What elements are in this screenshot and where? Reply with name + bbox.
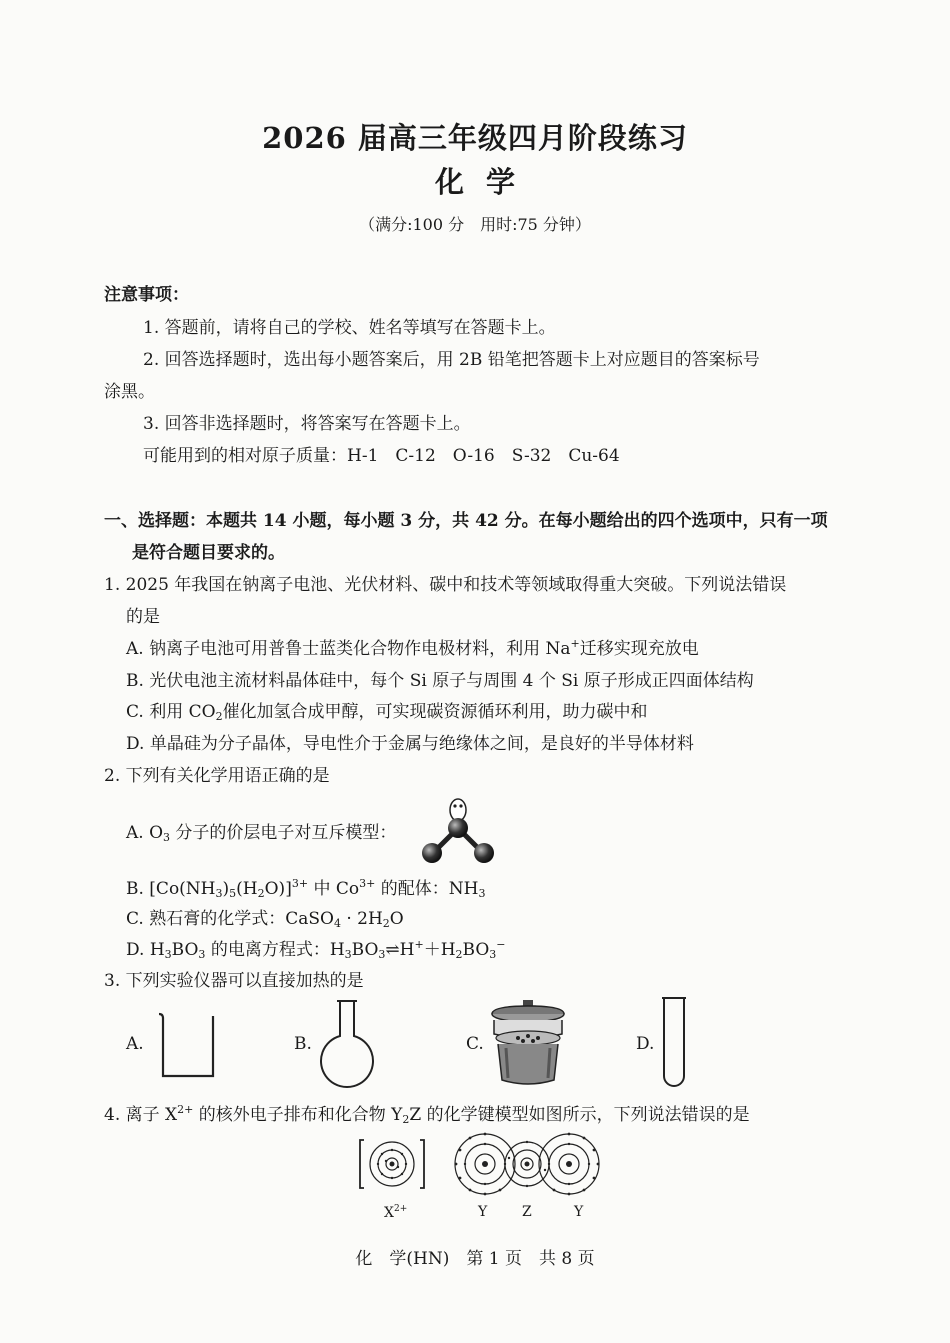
notice-item-1: 1. 答题前，请将自己的学校、姓名等填写在答题卡上。 — [143, 318, 556, 338]
desiccator-icon — [488, 998, 568, 1090]
exam-meta: （满分:100 分 用时:75 分钟） — [359, 215, 591, 234]
q3-label-b: B. — [294, 1034, 312, 1054]
q4-stem: 4. 离子 $X^{2+}$ 的核外电子排布和化合物 $Y_2Z$ 的化学键模型如图所示，下列说法错误的是 — [104, 1103, 750, 1126]
section-heading-2: 是符合题目要求的。 — [132, 543, 285, 563]
notice-item-3: 3. 回答非选择题时，将答案写在答题卡上。 — [143, 414, 471, 434]
q1-stem-cont: 的是 — [126, 607, 160, 627]
q1-option-b: B. 光伏电池主流材料晶体硅中，每个 Si 原子与周围 4 个 Si 原子形成正四面体结构 — [126, 671, 754, 691]
q3-label-a: A. — [126, 1034, 144, 1054]
exam-title: 2026 届高三年级四月阶段练习 — [262, 121, 688, 155]
q1-option-d: D. 单晶硅为分子晶体，导电性介于金属与绝缘体之间，是良好的半导体材料 — [126, 734, 694, 754]
notice-item-2-cont: 涂黑。 — [104, 382, 155, 402]
vsepr-model-icon — [418, 790, 498, 870]
section-heading-1: 一、选择题：本题共 14 小题，每小题 3 分，共 42 分。在每小题给出的四个选项中，只有一项 — [104, 511, 828, 531]
q2-option-b: B. $[Co(NH_3)_5(H_2O)]^{3+}$ 中 $Co^{3+}$ 的配体：$NH_3$ — [126, 877, 486, 900]
subject-title: 化学 — [434, 165, 537, 199]
atomic-masses: 可能用到的相对原子质量：H-1 C-12 O-16 S-32 Cu-64 — [143, 446, 620, 466]
q1-stem: 1. 2025 年我国在钠离子电池、光伏材料、碳中和技术等领域取得重大突破。下列说法错误 — [104, 575, 787, 595]
q2-option-a: A. $O_3$ 分子的价层电子对互斥模型： — [126, 823, 397, 844]
round-bottom-flask-icon — [315, 998, 379, 1088]
notice-item-2: 2. 回答选择题时，选出每小题答案后，用 2B 铅笔把答题卡上对应题目的答案标号 — [143, 350, 760, 370]
q3-stem: 3. 下列实验仪器可以直接加热的是 — [104, 971, 364, 991]
y-label-left: Y — [478, 1204, 488, 1220]
q3-label-c: C. — [466, 1034, 484, 1054]
q1-option-c: C. 利用 $CO_2$催化加氢合成甲醇，可实现碳资源循环利用，助力碳中和 — [126, 702, 648, 723]
q2-option-c: C. 熟石膏的化学式：CaSO$_4$ · $2H_2O$ — [126, 909, 404, 930]
y2z-bond-model-icon — [452, 1128, 602, 1200]
z-label: Z — [522, 1204, 532, 1220]
q1-option-a: A. 钠离子电池可用普鲁士蓝类化合物作电极材料，利用 Na+迁移实现充放电 — [126, 637, 699, 659]
page-footer: 化 学(HN) 第 1 页 共 8 页 — [355, 1249, 595, 1269]
q2-option-d: D. $H_3BO_3$ 的电离方程式：$H_3BO_3\rightleftharpoons H^++H_2BO_3^-$ — [126, 938, 506, 961]
beaker-icon — [155, 1010, 219, 1080]
x-ion-diagram-icon — [356, 1134, 428, 1194]
notice-heading: 注意事项： — [104, 285, 189, 305]
q2-stem: 2. 下列有关化学用语正确的是 — [104, 766, 330, 786]
test-tube-icon — [658, 996, 690, 1088]
x-ion-label: $X^{2+}$ — [384, 1204, 408, 1221]
q3-label-d: D. — [636, 1034, 655, 1054]
y-label-right: Y — [574, 1204, 584, 1220]
